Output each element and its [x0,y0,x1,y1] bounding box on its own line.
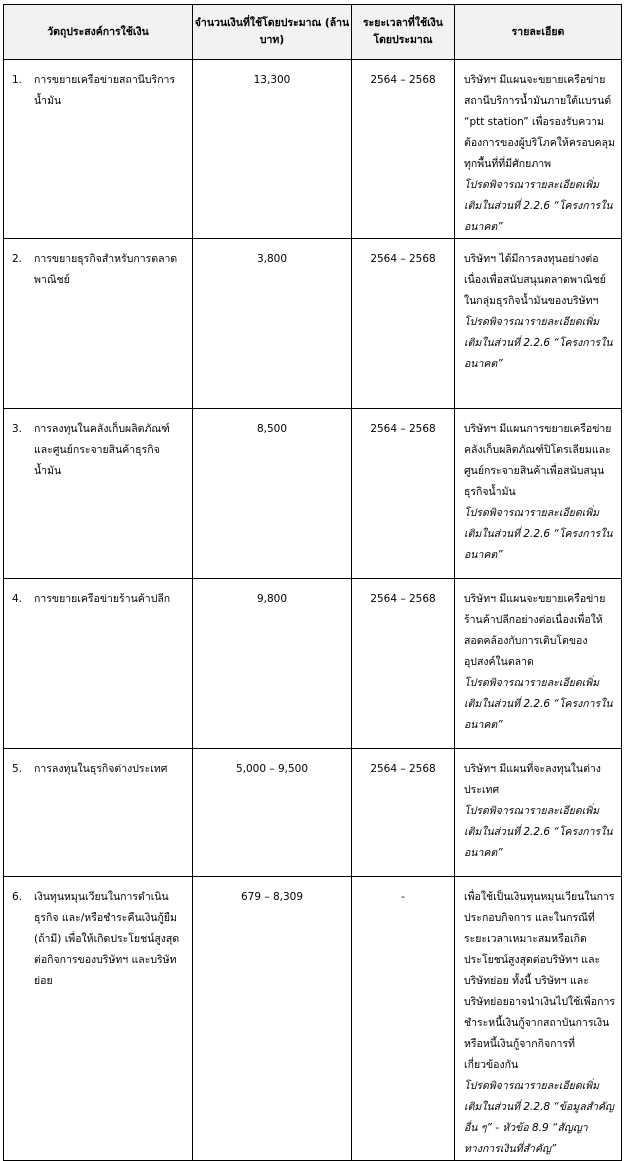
item-number: 6. [12,891,23,903]
amount-cell [193,239,352,409]
purpose-text: การขยายเครือข่ายร้านค้าปลีก [34,593,171,605]
detail-text: บริษัทฯ มีแผนที่จะลงทุนในต่างประเทศ [464,763,601,796]
purpose-cell [4,239,193,409]
amount-value: 9,800 [256,593,288,605]
period-cell [352,749,455,877]
detail-cell [455,579,622,749]
table-row [4,409,622,579]
table-row [4,239,622,409]
item-number: 2. [12,253,23,265]
table-row [4,877,622,1161]
use-of-proceeds-table [3,4,622,1161]
item-number: 3. [12,423,23,435]
table-row [4,749,622,877]
period-value: 2564 – 2568 [370,763,436,775]
detail-text: เพื่อใช้เป็นเงินทุนหมุนเวียนในการประกอบกิจการ และในกรณีที่ระยะเวลาเหมาะสมหรือเกิดประโยชน์สูงสุดต่อบริษัทฯ และบริษัทย่อย ทั้งนี้ บริษัทฯ และบริษัทย่อยอาจนำเงินไปใช้เพื่อการชำระหนี้เงินกู้จากสถาบันการเงินหรือหนี้เงินกู้จากกิจการที่เกี่ยวข้องกัน [464,891,615,1071]
amount-value: 679 – 8,309 [240,891,304,903]
detail-reference: โปรดพิจารณารายละเอียดเพิ่มเติมในส่วนที่ 2.2.6 “โครงการในอนาคต” [464,316,613,370]
item-number: 4. [12,593,23,605]
table-row [4,60,622,239]
detail-reference: โปรดพิจารณารายละเอียดเพิ่มเติมในส่วนที่ 2.2.6 “โครงการในอนาคต” [464,677,613,731]
purpose-text: การลงทุนในธุรกิจต่างประเทศ [34,763,168,775]
amount-value: 8,500 [256,423,288,435]
amount-value: 13,300 [253,74,291,86]
detail-cell [455,239,622,409]
table-header-row [4,5,622,60]
purpose-cell [4,749,193,877]
period-value: - [401,891,405,903]
detail-cell [455,409,622,579]
amount-cell [193,60,352,239]
header-amount: จำนวนเงินที่ใช้โดยประมาณ (ล้านบาท) [193,5,352,60]
detail-text: บริษัทฯ มีแผนจะขยายเครือข่ายร้านค้าปลีกอย่างต่อเนื่องเพื่อให้สอดคล้องกับการเติบโตของอุปสงค์ในตลาด [464,593,606,668]
period-value: 2564 – 2568 [370,253,436,265]
purpose-text: การลงทุนในคลังเก็บผลิตภัณฑ์และศูนย์กระจายสินค้าธุรกิจน้ำมัน [34,423,170,477]
detail-reference: โปรดพิจารณารายละเอียดเพิ่มเติมในส่วนที่ 2.2.6 “โครงการในอนาคต” [464,179,613,233]
detail-text: บริษัทฯ มีแผนการขยายเครือข่ายคลังเก็บผลิตภัณฑ์ปิโตรเลียมและศูนย์กระจายสินค้าเพื่อสนับสนุนธุรกิจน้ำมัน [464,423,612,498]
purpose-cell [4,877,193,1161]
table-row [4,579,622,749]
period-cell [352,877,455,1161]
detail-text: บริษัทฯ ได้มีการลงทุนอย่างต่อเนื่องเพื่อสนับสนุนตลาดพาณิชย์ในกลุ่มธุรกิจน้ำมันของบริษัทฯ [464,253,606,307]
header-detail: รายละเอียด [455,5,622,60]
purpose-cell [4,60,193,239]
detail-reference: โปรดพิจารณารายละเอียดเพิ่มเติมในส่วนที่ 2.2.6 “โครงการในอนาคต” [464,805,613,859]
period-cell [352,60,455,239]
purpose-cell [4,579,193,749]
amount-value: 5,000 – 9,500 [235,763,309,775]
item-number: 1. [12,74,23,86]
amount-cell [193,409,352,579]
header-period: ระยะเวลาที่ใช้เงิน โดยประมาณ [352,5,455,60]
purpose-text: การขยายเครือข่ายสถานีบริการน้ำมัน [34,74,176,107]
detail-reference: โปรดพิจารณารายละเอียดเพิ่มเติมในส่วนที่ 2.2.8 “ข้อมูลสำคัญอื่น ๆ” - หัวข้อ 8.9 “สัญญาทางการเงินที่สำคัญ” [464,1080,614,1155]
amount-cell [193,877,352,1161]
purpose-cell [4,409,193,579]
detail-cell [455,877,622,1161]
detail-reference: โปรดพิจารณารายละเอียดเพิ่มเติมในส่วนที่ 2.2.6 “โครงการในอนาคต” [464,507,613,561]
purpose-text: เงินทุนหมุนเวียนในการดำเนินธุรกิจ และ/หรือชำระคืนเงินกู้ยืม (ถ้ามี) เพื่อให้เกิดประโยชน์สูงสุดต่อกิจการของบริษัทฯ และบริษัทย่อย [34,891,180,987]
amount-cell [193,749,352,877]
period-value: 2564 – 2568 [370,423,436,435]
header-purpose: วัตถุประสงค์การใช้เงิน [4,5,193,60]
amount-cell [193,579,352,749]
period-cell [352,409,455,579]
detail-text: บริษัทฯ มีแผนจะขยายเครือข่ายสถานีบริการน้ำมันภายใต้แบรนด์ “ptt station” เพื่อรองรับความต้องการของผู้บริโภคให้ครอบคลุมทุกพื้นที่ที่มีศักยภาพ [464,74,615,170]
detail-cell [455,60,622,239]
period-value: 2564 – 2568 [370,593,436,605]
period-value: 2564 – 2568 [370,74,436,86]
period-cell [352,579,455,749]
item-number: 5. [12,763,23,775]
amount-value: 3,800 [256,253,288,265]
period-cell [352,239,455,409]
detail-cell [455,749,622,877]
purpose-text: การขยายธุรกิจสำหรับการตลาดพาณิชย์ [34,253,178,286]
